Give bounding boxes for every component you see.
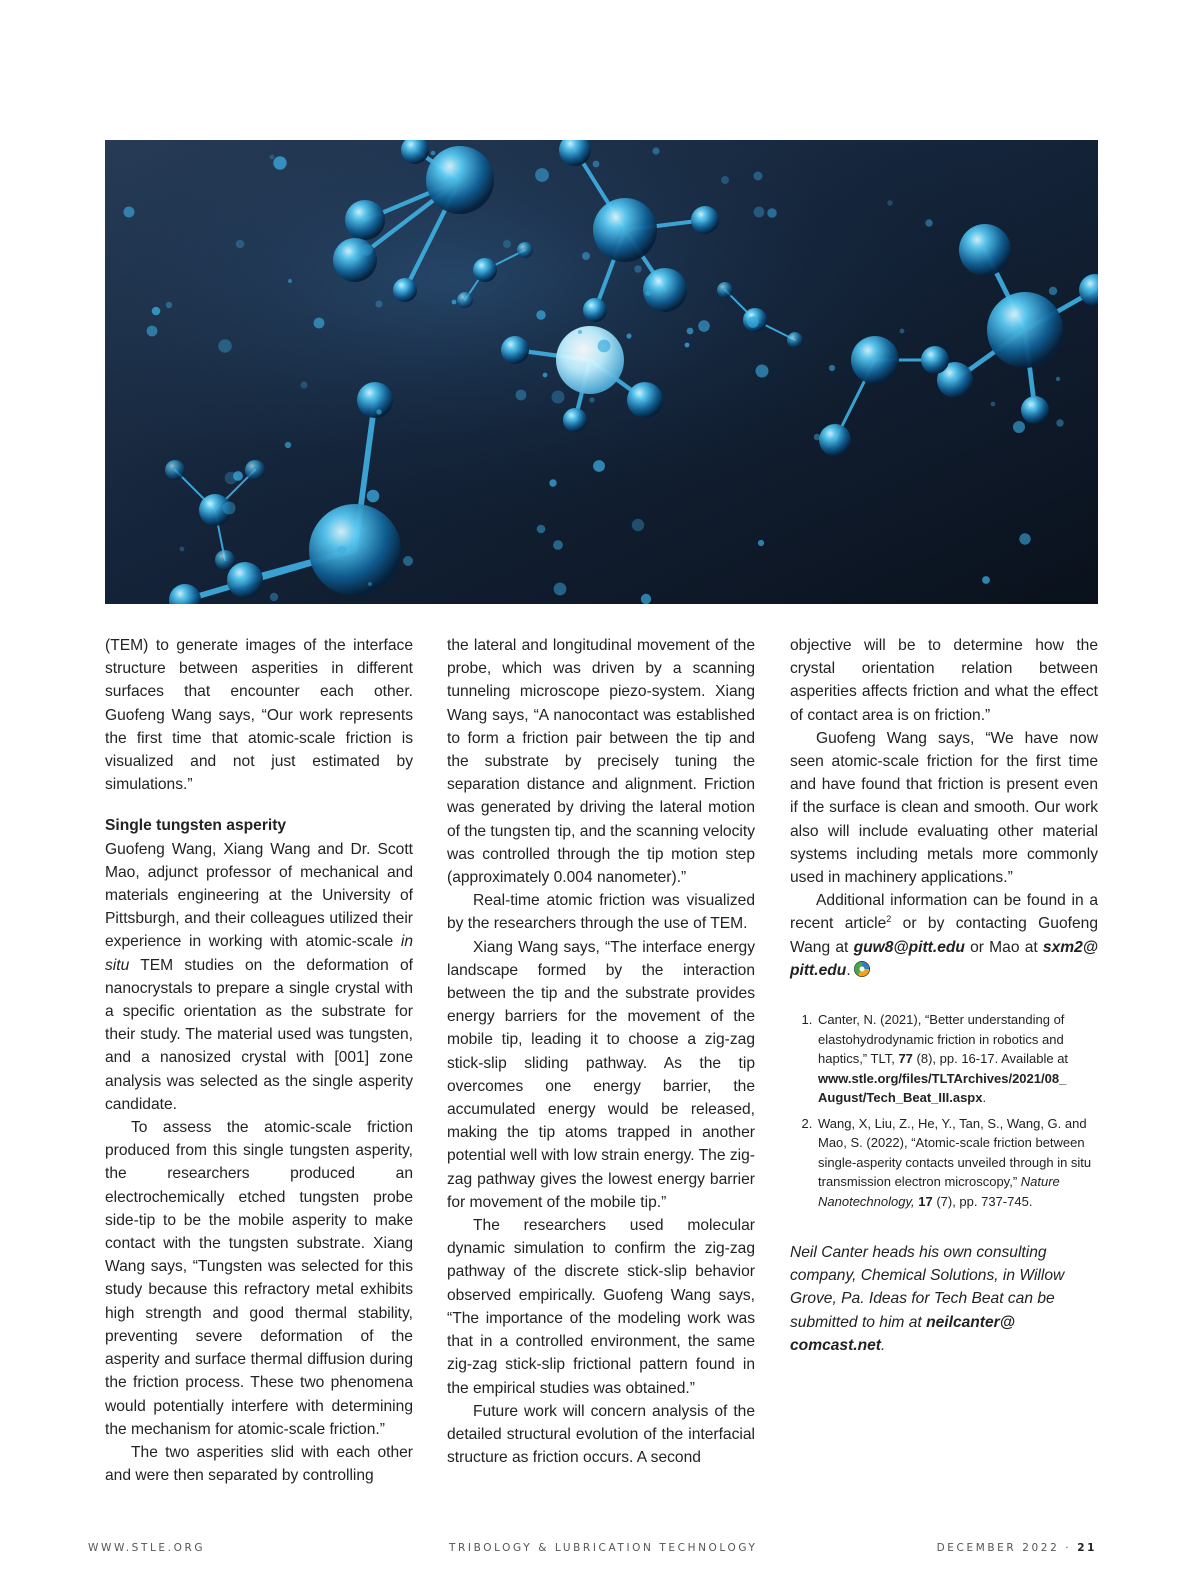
paragraph: Guofeng Wang says, “We have now seen atomic-scale friction for the first time and have found that friction is present even if the surface is clean and smooth. Our work also will include evaluating other material systems including metals more commonly used in machinery applications.” — [790, 729, 1098, 887]
footer-publication: TRIBOLOGY & LUBRICATION TECHNOLOGY — [449, 1542, 758, 1554]
paragraph: Xiang Wang says, “The interface energy landscape formed by the interaction between the tip and the substrate provides energy barriers for the movement of the mobile tip, leading it to choose a zig-zag stick-slip sliding pathway. As the tip overcomes one energy barrier, the accumulated energy would be released, making the tip atoms trapped in another potential well with low strain energy. The zig-zag pathway gives the lowest energy barrier for movement of the mobile tip.” — [447, 938, 755, 1211]
journal-name: Nature Nanotechnology, — [818, 1174, 1060, 1209]
paragraph: (TEM) to generate images of the interface structure between asperities in different surfaces that encounter each other. Guofeng Wang says, “Our work represents the first time that atomic-scale friction is visualized and not just estimated by simulations.” — [105, 637, 413, 794]
reference-item — [816, 1010, 1098, 1108]
email-link-neilcanter[interactable]: neilcanter@ comcast.net — [790, 1313, 1015, 1354]
email-link-guw8[interactable]: guw8@pitt.edu — [853, 938, 965, 956]
volume: 77 — [898, 1051, 913, 1067]
italic-term: in situ — [105, 933, 413, 974]
text-run: Canter, N. (2021), “Better understanding of elastohydrodynamic friction in robotics and haptics,” TLT, — [818, 1012, 1065, 1067]
section-heading: Single tungsten asperity — [105, 817, 287, 835]
page-number: 21 — [1077, 1542, 1097, 1554]
text-run: Neil Canter heads his own consulting company, Chemical Solutions, in Willow Grove, Pa. Ideas for Tech Beat can be submitted to him at — [790, 1244, 1065, 1331]
text-run: . — [846, 961, 851, 979]
paragraph: The two asperities slid with each other and were then separated by controlling — [105, 1443, 413, 1485]
text-run: . — [881, 1336, 886, 1354]
separator: · — [1059, 1542, 1078, 1554]
text-run: (8), pp. 16-17. Available at — [912, 1051, 1069, 1067]
tlt-end-mark-icon — [854, 961, 870, 977]
paragraph — [790, 889, 1098, 982]
column-1 — [105, 634, 413, 1487]
text-run: TEM studies on the deformation of nanocrystals to prepare a single crystal with a specific orientation as the substrate for their study. The material used was tungsten, and a nanosized crystal with [001] zone analysis was selected as the single asperity candidate. — [105, 956, 413, 1113]
column-3 — [790, 634, 1098, 1357]
footer-issue-page — [937, 1542, 1097, 1554]
paragraph: the lateral and longitudinal movement of the probe, which was driven by a scanning tunneling microscope piezo-system. Xiang Wang says, “A nanocontact was established to form a friction pair between the tip and the substrate by precisely tuning the separation distance and alignment. Friction was generated by driving the lateral motion of the tungsten tip, and the scanning velocity was controlled through the tip motion step (approximately 0.004 nanometer).” — [447, 637, 755, 887]
hero-image — [105, 140, 1098, 604]
text-run: Wang, X, Liu, Z., He, Y., Tan, S., Wang, G. and Mao, S. (2022), “Atomic-scale friction between single-asperity contacts unveiled through in situ transmission electron microscopy,” — [818, 1115, 1092, 1190]
footer-website[interactable]: WWW.STLE.ORG — [88, 1542, 206, 1554]
footnote-ref[interactable]: 2 — [886, 914, 892, 925]
text-run: or by contacting Guofeng Wang at — [790, 915, 1098, 956]
paragraph: The researchers used molecular dynamic simulation to confirm the zig-zag pathway of the discrete stick-slip behavior observed empirically. Guofeng Wang says, “The importance of the modeling work was that in a controlled environment, the same zig-zag stick-slip frictional pattern found in the empirical studies was obtained.” — [447, 1217, 755, 1397]
text-run: or Mao at — [964, 938, 1043, 956]
paragraph: objective will be to determine how the crystal orientation relation between asperities affects friction and what the effect of contact area is on friction.” — [790, 637, 1098, 724]
paragraph: To assess the atomic-scale friction produced from this single tungsten asperity, the researchers produced an electrochemically etched tungsten probe side-tip to be the mobile asperity to make contact with the tungsten substrate. Xiang Wang says, “Tungsten was selected for this study because this refractory metal exhibits high strength and good thermal stability, preventing severe deformation of the asperity and surface thermal diffusion during the friction process. These two phenomena would potentially interfere with determining the mechanism for atomic-scale friction.” — [105, 1119, 413, 1438]
text-run: (7), pp. 737-745. — [932, 1193, 1033, 1209]
volume: 17 — [918, 1193, 933, 1209]
text-run: Additional information can be found in a recent article — [790, 892, 1098, 933]
reference-item — [816, 1114, 1098, 1212]
paragraph: Real-time atomic friction was visualized by the researchers through the use of TEM. — [447, 892, 755, 933]
references-list — [790, 1010, 1098, 1211]
column-2 — [447, 634, 755, 1469]
issue-date: DECEMBER 2022 — [936, 1542, 1060, 1554]
author-bio — [790, 1241, 1098, 1357]
text-run: . — [982, 1090, 987, 1106]
reference-link[interactable]: www.stle.org/files/TLTArchives/2021/08_ August/Tech_Beat_III.aspx — [818, 1070, 1067, 1106]
paragraph — [105, 838, 413, 1116]
text-run: Guofeng Wang, Xiang Wang and Dr. Scott Mao, adjunct professor of mechanical and materials engineering at the University of Pittsburgh, and their colleagues utilized their experience in working with atomic-scale — [105, 840, 413, 951]
email-link-sxm2[interactable]: sxm2@ pitt.edu — [790, 938, 1098, 979]
paragraph: Future work will concern analysis of the detailed structural evolution of the interfacial structure as friction occurs. A second — [447, 1402, 755, 1467]
